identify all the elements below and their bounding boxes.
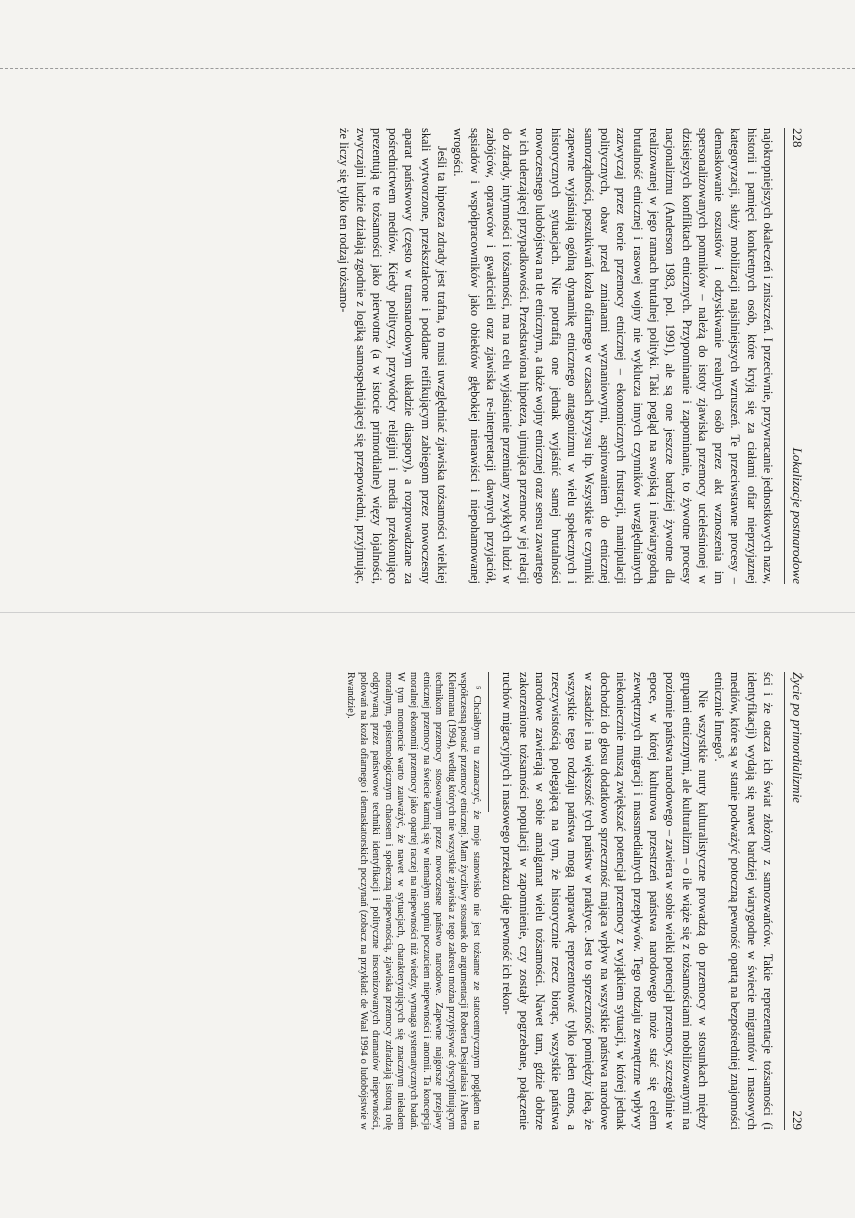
footnote-separator — [488, 672, 489, 812]
right-body-text — [499, 672, 776, 1130]
scan-edge-line — [0, 68, 855, 69]
right-running-head — [784, 672, 805, 1130]
left-paragraph-1: najokropniejszych okaleczeń i zniszczeń. I przeciwnie, przywracanie jednostkowych nazw, historii i pamięci konkretnych osób, które kryją się za ciałami ofiar nieprzyjaznej kategoryzacji, służy mobilizacji najsilniejszych wzruszeń. Te przeciwstawne procesy – demaskowanie oszustów i odzyskiwanie realnych osób przez akt wznoszenia im spersonalizowanych pomników – należą do istoty zjawiska przemocy ucieleśnionej w dzisiejszych konfliktach etnicznych. Przypominanie i zapominanie, to żywotne procesy nacjonalizmu (Anderson 1983, pol. 1991), ale są one jeszcze bardziej żywotne dla realizowanej w jego ramach brutalnej polityki. Taki pogląd na swojską i niewiarygodną brutalność etnicznej i rasowej wojny nie wyklucza innych czynników uwzględnianych zazwyczaj przez teorie przemocy etnicznej – ekonomicznych frustracji, manipulacji politycznych, obaw przed zmianami wyznaniowymi, aspirowaniem do etnicznej samorządności, poszukiwań kozła ofiarnego w czasach kryzysu itp. Wszystkie te czynniki zapewne wyjaśniają ogólną dynamikę etnicznego antagonizmu w wielu społecznych i historycznych sytuacjach. Nie potrafią one jednak wyjaśnić samej brutalności nowoczesnego ludobójstwa na tle etnicznym, a także wojny etnicznej oraz sensu zawartego w ich uderzającej przypadkowości. Przedstawiona hipoteza, ujmująca przemoc w jej relacji do zdrady, intymności i tożsamości, ma na celu wyjaśnienie przemiany zwykłych ludzi w zabójców, oprawców i gwałcicieli oraz zjawiska re-interpretacji dawnych przyjaciół, sąsiadów i współpracowników jako obiektów głębokiej nienawiści i niepohamowanej wrogości. — [451, 128, 775, 584]
left-running-head — [784, 128, 805, 584]
left-body-text — [336, 128, 776, 584]
right-page — [35, 672, 805, 1130]
right-paragraph-2: Nie wszystkie nurty kulturalistyczne prowadzą do przemocy w stosunkach między grupami etnicznymi, ale kulturalizm – o ile wiąże się z tożsamościami mobilizowanymi na poziomie państwa narodowego – zawiera w sobie wielki potencjał przemocy, szczególnie w epoce, w której kulturowa przestrzeń państwa narodowego może stać się celem zewnętrznych migracji i massmedialnych przepływów. Tego rodzaju zewnętrzne wpływy niekoniecznie muszą zwiększać potencjał przemocy z wyjątkiem sytuacji, w której jednak dochodzi do głosu dodatkowo sprzeczność mająca wpływ na wszystkie państwa narodowe w zasadzie i na większość tych państw w praktyce. Jest to sprzeczność pomiędzy ideą, że wszystkie tego rodzaju państwa mogą naprawdę reprezentować tylko jeden etnos, a rzeczywistością polegającą na tym, że historycznie rzecz biorąc, wszystkie państwa narodowe zawierają w sobie amalgamat wielu tożsamości. Nawet tam, gdzie dobrze zakorzenione tożsamości populacji w zapomnienie, czy zostały pogrzebane, połączenie ruchów migracyjnych i masowego przekazu daje pewność ich rekon- — [500, 672, 710, 1130]
page-fold — [0, 612, 855, 613]
left-page — [35, 128, 805, 584]
footnote-5: ⁵ Chciałbym tu zaznaczyć, że moje stanowisko nie jest tożsame ze statocentrycznym poglądem na współczesną postać przemocy etnicznej. Mam życzliwy stosunek do argumentacji Roberta Desjarlaisa i Alberta Kleinmana (1994), według których nie wszystkie zjawiska z tego zakresu można przypisywać dyscyplinującym technikom przemocy stosowanym przez nowoczesne państwo narodowe. Zapewne najgorsze przejawy etnicznej przemocy na świecie karmią się w niemałym stopniu poczuciem niepewności i anomii. Ta koncepcja moralnej ekonomii przemocy jako opartej raczej na niepewności niż wiedzy, wymaga systematycznych badań. W tym momencie warto zauważyć, że nawet w sytuacjach, charakteryzujących się znacznym nieładem moralnym, epistemologicznym chaosem i społeczną niepewnością, zjawiska przemocy zdradzają istotną rolę odgrywaną przez państwowe techniki identyfikacji i polityczne inscenizowanych dramatów niepewności, polowań na kozła ofiarnego i demaskatorskich poczynań (zobacz na przykład: de Waal 1994 o ludobójstwie w Rwandzie). — [345, 672, 482, 1130]
left-running-title: Lokalizacje postnarodowe — [790, 447, 805, 584]
left-page-number: 228 — [790, 128, 805, 148]
right-paragraph-1: ści i że otacza ich świat złożony z samozwańców. Takie reprezentacje tożsamości (i identyfikacji) wydają się nawet bardziej wiarygodne w świecie migrantów i masowych mediów, które są w stanie podważyć potoczną pewność opartą na bezpośredniej znajomości etnicznie Innego⁵. — [712, 672, 775, 1130]
right-page-number: 229 — [790, 1110, 805, 1130]
left-paragraph-2: Jeśli ta hipoteza zdrady jest trafna, to musi uwzględniać zjawiska tożsamości wielkiej skali wytworzone, przekształcone i poddane reifikującym zabiegom przez nowoczesny aparat państwowy (często w transnarodowym układzie diaspory), a rozprowadzane za pośrednictwem mediów. Kiedy polityczy, przywódcy religijni i media przekonująco prezentują te tożsamości jako pierwotne (a w istocie primordialne) więzy lojalności, zwyczajni ludzie działają zgodnie z logiką samospełniającej się przepowiedni, przyjmując, że liczy się tylko ten rodzaj tożsamo- — [337, 128, 450, 584]
footnote — [343, 672, 482, 1130]
right-running-title: Życie po primordializmie — [790, 672, 805, 803]
